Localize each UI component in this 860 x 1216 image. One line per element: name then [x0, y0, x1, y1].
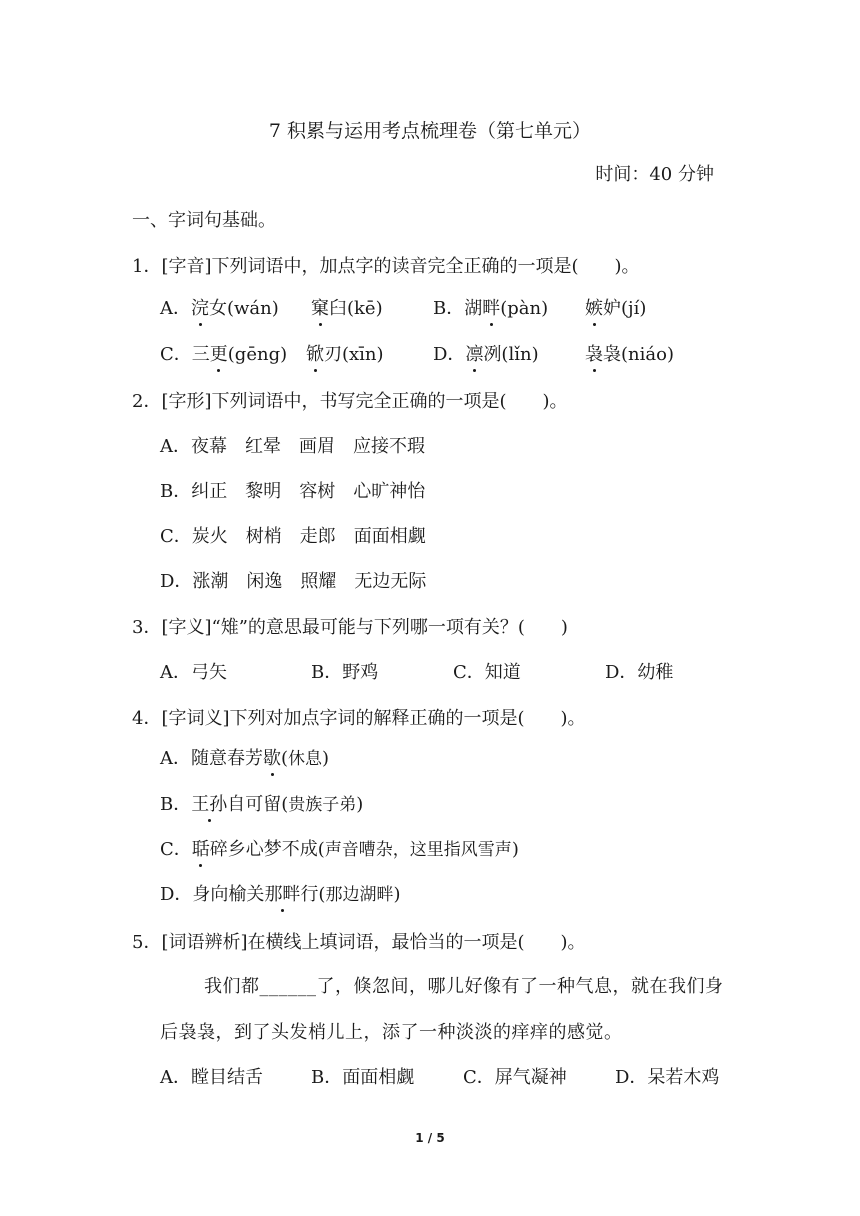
q5-option-c: C．屏气凝神 — [463, 1067, 567, 1088]
q1-option-a: A．浣女(wán) — [160, 294, 279, 320]
question-4-stem: 4．[字词义]下列对加点字词的解释正确的一项是( )。 — [132, 708, 586, 729]
q2-option-b: B．纠正 黎明 容树 心旷神怡 — [160, 481, 426, 502]
dotted-char: 浣 — [191, 294, 209, 320]
dotted-char: 聒 — [192, 835, 210, 861]
q4-option-d: D．身向榆关那畔行(那边湖畔) — [160, 880, 401, 906]
q1-option-d-word2: 袅袅(niáo) — [585, 340, 674, 366]
q3-option-c: C．知道 — [453, 662, 521, 683]
dotted-char: 那畔 — [264, 880, 300, 906]
q5-passage-line-1: 我们都______了，倏忽间，哪儿好像有了一种气息，就在我们身 — [204, 976, 724, 997]
dotted-char: 畔 — [482, 294, 500, 320]
q5-passage-line-2: 后袅袅，到了头发梢儿上，添了一种淡淡的痒痒的感觉。 — [160, 1022, 623, 1043]
q3-option-a: A．弓矢 — [160, 662, 227, 683]
q1-option-a-word2: 窠臼(kē) — [311, 294, 383, 320]
question-1-stem: 1．[字音]下列词语中，加点字的读音完全正确的一项是( )。 — [132, 256, 640, 277]
q2-option-d: D．涨潮 闲逸 照耀 无边无际 — [160, 571, 427, 592]
q2-option-a: A．夜幕 红晕 画眉 应接不瑕 — [160, 436, 425, 457]
q1-option-c-word2: 锨刃(xīn) — [306, 340, 384, 366]
q3-option-b: B．野鸡 — [311, 662, 379, 683]
q2-option-c: C．炭火 树梢 走郎 面面相觑 — [160, 526, 426, 547]
q4-option-b: B．王孙自可留(贵族子弟) — [160, 790, 363, 816]
dotted-char: 嫉 — [585, 294, 603, 320]
q5-option-a: A．瞠目结舌 — [160, 1067, 263, 1088]
question-2-stem: 2．[字形]下列词语中，书写完全正确的一项是( )。 — [132, 391, 568, 412]
section-heading: 一、字词句基础。 — [132, 210, 276, 231]
time-limit: 时间：40 分钟 — [595, 164, 714, 185]
dotted-char: 歇 — [263, 744, 281, 770]
q4-option-a: A．随意春芳歇(休息) — [160, 744, 329, 770]
q3-option-d: D．幼稚 — [605, 662, 674, 683]
q5-option-b: B．面面相觑 — [311, 1067, 415, 1088]
page-title: 7 积累与运用考点梳理卷（第七单元） — [268, 120, 592, 142]
question-3-stem: 3．[字义]“雉”的意思最可能与下列哪一项有关？( ) — [132, 617, 568, 638]
dotted-char: 锨 — [306, 340, 324, 366]
dotted-char: 凛 — [465, 340, 483, 366]
dotted-char: 窠 — [311, 294, 329, 320]
page-number: 1 / 5 — [415, 1131, 445, 1145]
q1-option-b-word2: 嫉妒(jí) — [585, 294, 646, 320]
q1-option-c: C．三更(gēng) — [160, 340, 287, 366]
dotted-char: 更 — [210, 340, 228, 366]
q4-option-c: C．聒碎乡心梦不成(声音嘈杂，这里指风雪声) — [160, 835, 519, 861]
question-5-stem: 5．[词语辨析]在横线上填词语，最恰当的一项是( )。 — [132, 932, 586, 953]
q5-option-d: D．呆若木鸡 — [615, 1067, 720, 1088]
q1-option-d: D．凛冽(lǐn) — [433, 340, 539, 366]
dotted-char: 袅 — [585, 340, 603, 366]
q1-option-b: B．湖畔(pàn) — [433, 294, 548, 320]
dotted-char: 王孙 — [191, 790, 227, 816]
